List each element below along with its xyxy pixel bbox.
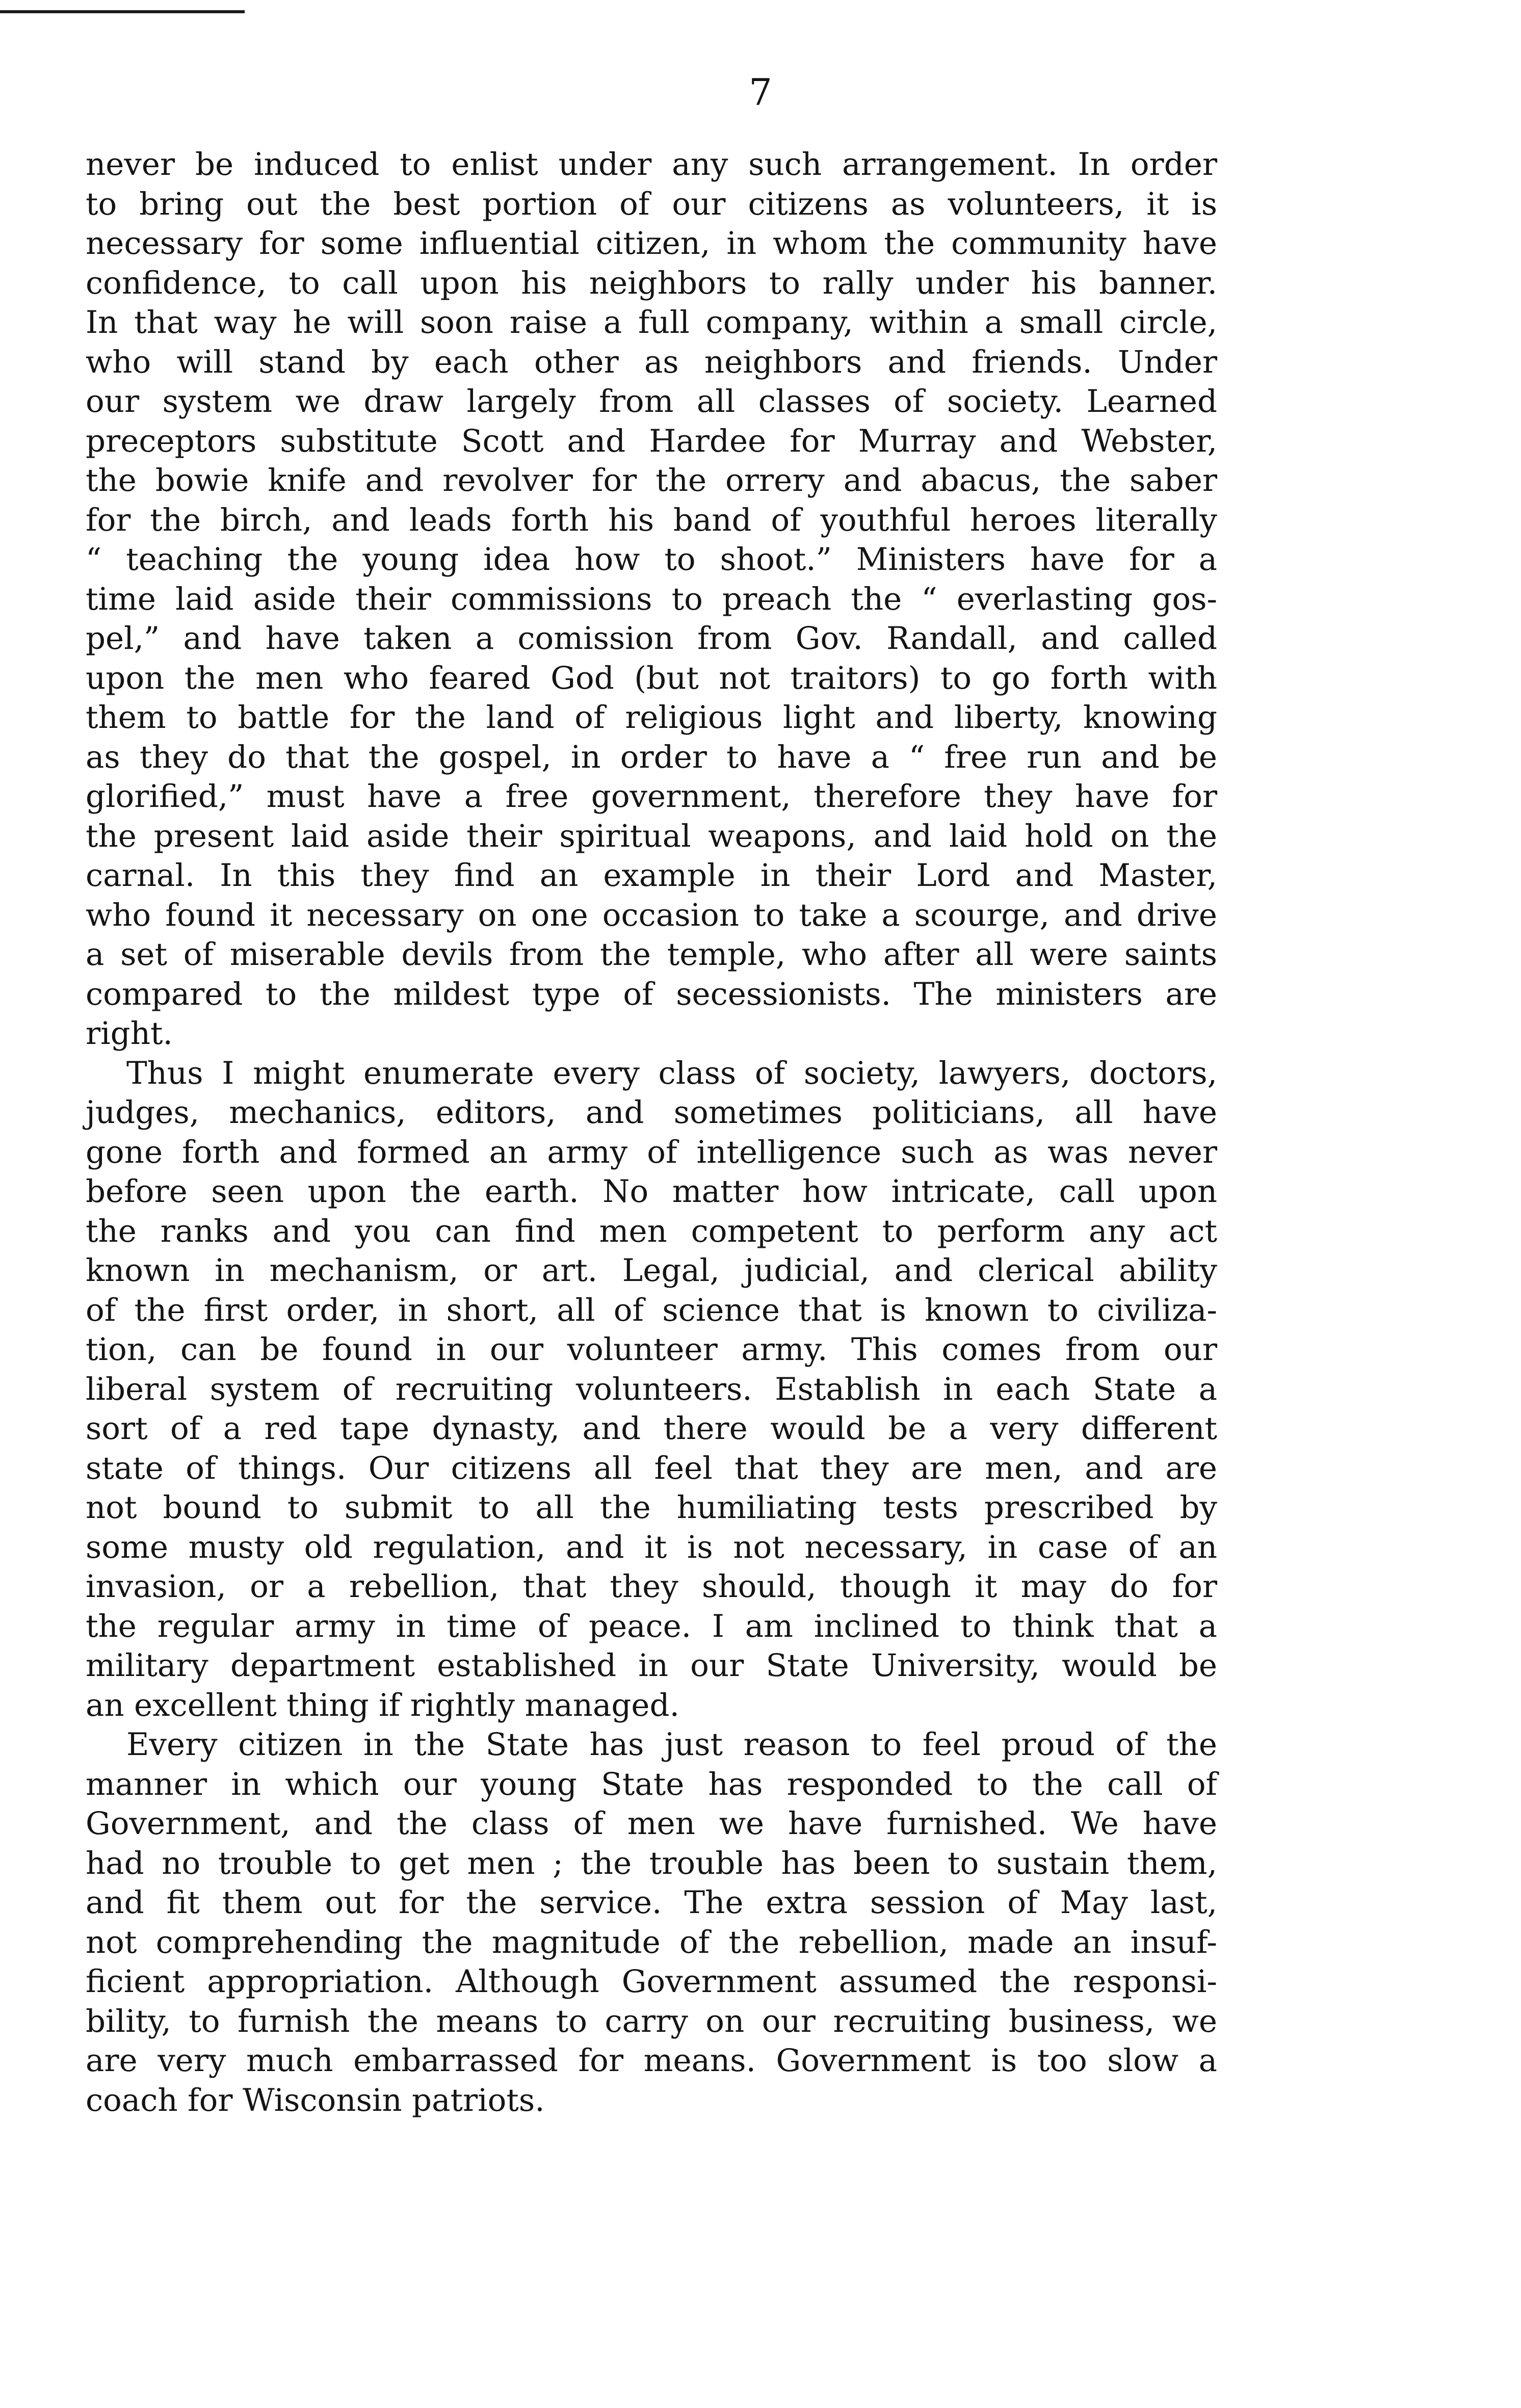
- text-line: the bowie knife and revolver for the orrery and abacus, the saber: [86, 462, 1217, 499]
- text-line: manner in which our young State has responded to the call of: [86, 1766, 1217, 1802]
- text-line: liberal system of recruiting volunteers. Establish in each State a: [86, 1371, 1217, 1407]
- text-line: an excellent thing if rightly managed.: [86, 1687, 679, 1723]
- text-line: had no trouble to get men ; the trouble has been to sustain them,: [86, 1845, 1217, 1881]
- text-line: upon the men who feared God (but not traitors) to go forth with: [86, 660, 1217, 696]
- text-line: are very much embarrassed for means. Government is too slow a: [86, 2043, 1217, 2079]
- text-line: of the first order, in short, all of science that is known to civiliza-: [86, 1292, 1217, 1328]
- text-line: right.: [86, 1015, 173, 1052]
- text-line: In that way he will soon raise a full company, within a small circle,: [86, 304, 1217, 341]
- text-line: gone forth and formed an army of intelligence such as was never: [86, 1134, 1217, 1170]
- text-line: some musty old regulation, and it is not necessary, in case of an: [86, 1529, 1217, 1565]
- text-line: the ranks and you can find men competent to perform any act: [86, 1213, 1217, 1249]
- body-text: [86, 145, 1217, 2120]
- text-line: who will stand by each other as neighbors and friends. Under: [86, 344, 1217, 380]
- text-line: sort of a red tape dynasty, and there would be a very different: [86, 1410, 1217, 1447]
- text-line: the regular army in time of peace. I am inclined to think that a: [86, 1608, 1217, 1644]
- text-line: ficient appropriation. Although Government assumed the responsi-: [86, 1964, 1217, 2000]
- text-line: carnal. In this they find an example in their Lord and Master,: [86, 857, 1217, 894]
- text-line: confidence, to call upon his neighbors to rally under his banner.: [86, 265, 1217, 301]
- text-line: and fit them out for the service. The extra session of May last,: [86, 1884, 1217, 1921]
- text-line: preceptors substitute Scott and Hardee for Murray and Webster,: [86, 423, 1217, 459]
- text-line: coach for Wisconsin patriots.: [86, 2082, 545, 2118]
- text-line: Thus I might enumerate every class of society, lawyers, doctors,: [126, 1055, 1217, 1091]
- paragraph: [86, 1725, 1217, 2120]
- text-line: bility, to furnish the means to carry on our recruiting business, we: [86, 2003, 1217, 2039]
- top-rule: [0, 10, 245, 13]
- text-line: them to battle for the land of religious light and liberty, knowing: [86, 699, 1217, 736]
- text-line: Every citizen in the State has just reason to feel proud of the: [126, 1726, 1217, 1763]
- text-line: glorified,” must have a free government, therefore they have for: [86, 778, 1217, 815]
- text-line: for the birch, and leads forth his band of youthful heroes literally: [86, 502, 1217, 538]
- text-line: time laid aside their commissions to preach the “ everlasting gos-: [86, 581, 1217, 617]
- text-line: not bound to submit to all the humiliating tests prescribed by: [86, 1489, 1217, 1526]
- text-line: who found it necessary on one occasion to take a scourge, and drive: [86, 897, 1217, 933]
- text-line: tion, can be found in our volunteer army. This comes from our: [86, 1331, 1217, 1368]
- text-line: “ teaching the young idea how to shoot.” Ministers have for a: [86, 541, 1217, 578]
- text-line: before seen upon the earth. No matter how intricate, call upon: [86, 1173, 1217, 1210]
- text-line: state of things. Our citizens all feel that they are men, and are: [86, 1450, 1217, 1486]
- text-line: our system we draw largely from all classes of society. Learned: [86, 383, 1217, 420]
- text-line: never be induced to enlist under any such arrangement. In order: [86, 146, 1217, 182]
- text-line: to bring out the best portion of our citizens as volunteers, it is: [86, 186, 1217, 222]
- text-line: not comprehending the magnitude of the rebellion, made an insuf-: [86, 1924, 1217, 1960]
- text-line: a set of miserable devils from the temple, who after all were saints: [86, 936, 1217, 973]
- text-line: compared to the mildest type of secessionists. The ministers are: [86, 976, 1217, 1012]
- text-line: Government, and the class of men we have furnished. We have: [86, 1805, 1217, 1842]
- text-line: the present laid aside their spiritual weapons, and laid hold on the: [86, 818, 1217, 854]
- text-line: as they do that the gospel, in order to have a “ free run and be: [86, 739, 1217, 775]
- text-line: necessary for some influential citizen, in whom the community have: [86, 225, 1217, 261]
- page-number: 7: [749, 71, 772, 114]
- text-line: invasion, or a rebellion, that they should, though it may do for: [86, 1568, 1217, 1605]
- text-line: military department established in our State University, would be: [86, 1647, 1217, 1684]
- text-line: pel,” and have taken a comission from Gov. Randall, and called: [86, 620, 1217, 657]
- paragraph: [86, 1054, 1217, 1725]
- text-line: known in mechanism, or art. Legal, judicial, and clerical ability: [86, 1252, 1217, 1289]
- text-line: judges, mechanics, editors, and sometimes politicians, all have: [86, 1094, 1217, 1131]
- paragraph: [86, 145, 1217, 1054]
